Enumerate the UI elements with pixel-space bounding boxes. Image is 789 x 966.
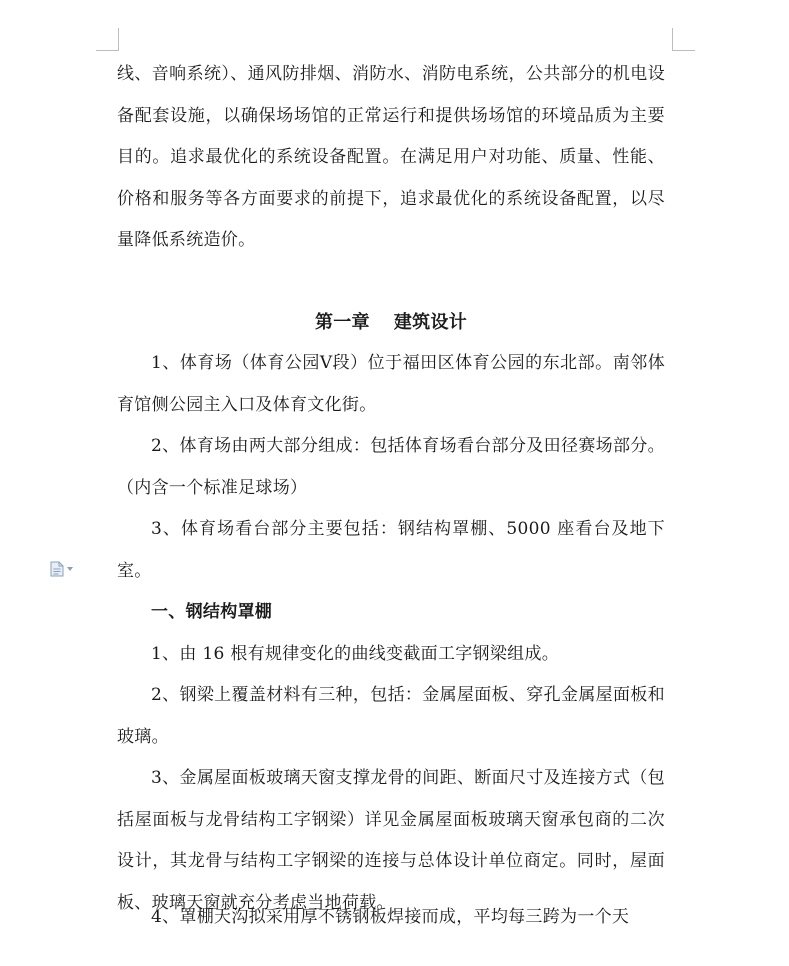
section-heading: 一、钢结构罩棚 xyxy=(151,602,273,622)
margin-corner-top-left xyxy=(96,28,119,51)
paragraph-menu-button[interactable] xyxy=(50,560,80,578)
chapter-number: 第一章 xyxy=(314,311,370,333)
cut-off-line xyxy=(117,907,665,938)
section-paragraph-2: 2、钢梁上覆盖材料有三种，包括：金属屋面板、穿孔金属屋面板和玻璃。 xyxy=(117,685,665,747)
cut-off-text: 4、罩棚天沟拟采用厚不锈钢板焊接而成，平均每三跨为一个天 xyxy=(151,907,630,927)
chapter-heading xyxy=(117,302,665,344)
chapter-title: 建筑设计 xyxy=(393,311,468,333)
body-paragraph-3: 3、体育场看台部分主要包括：钢结构罩棚、5000 座看台及地下室。 xyxy=(117,519,665,581)
section-paragraph-1: 1、由 16 根有规律变化的曲线变截面工字钢梁组成。 xyxy=(151,643,560,664)
section-paragraph-3: 3、金属屋面板玻璃天窗支撑龙骨的间距、断面尺寸及连接方式（包括屋面板与龙骨结构工字钢梁）详见金属屋面板玻璃天窗承包商的二次设计，其龙骨与结构工字钢梁的连接与总体设计单位商定。同时，屋面板、玻璃天窗就充分考虑当地荷载。 xyxy=(117,768,665,913)
margin-corner-top-right xyxy=(672,28,695,51)
body-paragraph-2: 2、体育场由两大部分组成：包括体育场看台部分及田径赛场部分。（内含一个标准足球场） xyxy=(117,436,665,498)
body-paragraph-1: 1、体育场（体育公园Ⅴ段）位于福田区体育公园的东北部。南邻体育馆侧公园主入口及体育文化街。 xyxy=(117,353,665,415)
intro-paragraph: 线、音响系统）、通风防排烟、消防水、消防电系统，公共部分的机电设备配套设施，以确保场场馆的正常运行和提供场场馆的环境品质为主要目的。追求最优化的系统设备配置。在满足用户对功能、质量、性能、价格和服务等各方面要求的前提下，追求最优化的系统设备配置，以尽量降低系统造价。 xyxy=(117,64,665,250)
chevron-down-icon xyxy=(67,567,73,571)
document-body[interactable] xyxy=(117,54,665,938)
spacer xyxy=(117,262,665,302)
document-icon xyxy=(50,561,64,577)
